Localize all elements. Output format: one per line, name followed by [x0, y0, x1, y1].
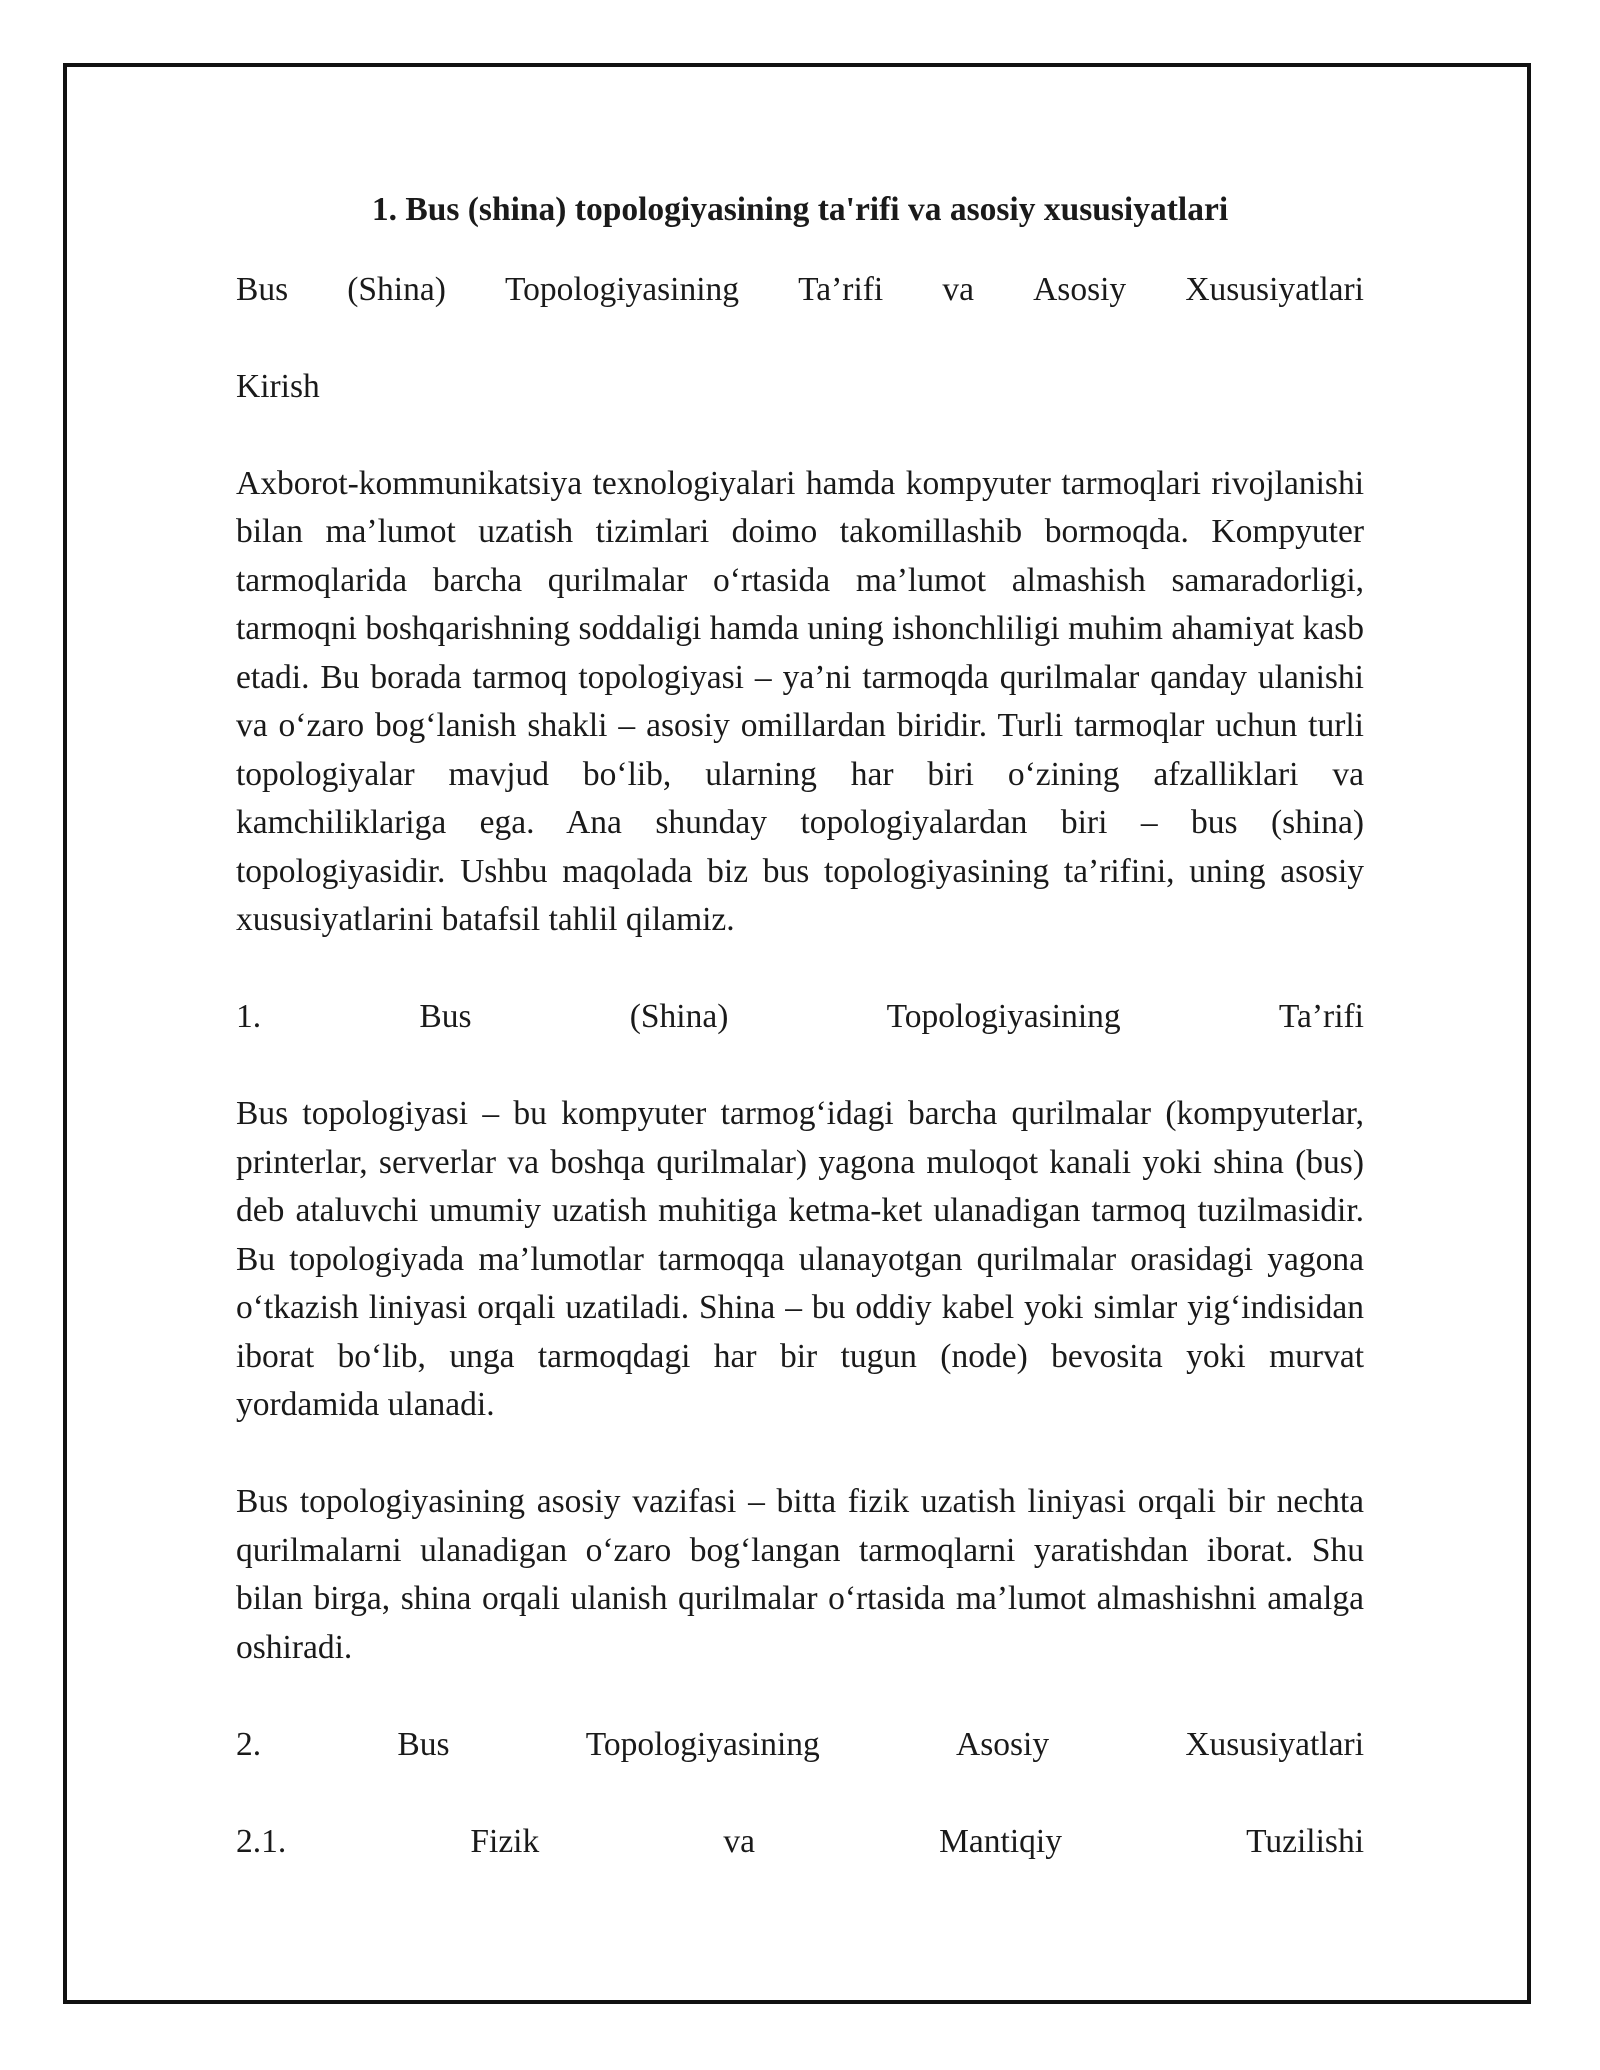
section1-heading-word: 1.	[236, 998, 262, 1035]
section1-paragraph-2: Bus topologiyasining asosiy vazifasi – bitta fizik uzatish liniyasi orqali bir nechta qurilmalarni ulanadigan o‘zaro bog‘langan tarmoqlarni yaratishdan iborat. Shu bilan birga, shina orqali ulanish qurilmalar o‘rtasida ma’lumot almashishni amalga oshiradi.	[236, 1483, 1364, 1666]
intro-paragraph: Axborot-kommunikatsiya texnologiyalari hamda kompyuter tarmoqlari rivojlanishi bilan ma’lumot uzatish tizimlari doimo takomillashib bormoqda. Kompyuter tarmoqlarida barcha qurilmalar o‘rtasida ma’lumot almashish samaradorligi, tarmoqni boshqarishning soddaligi hamda uning ishonchliligi muhim ahamiyat kasb etadi. Bu borada tarmoq topologiyasi – ya’ni tarmoqda qurilmalar qanday ulanishi va o‘zaro bog‘lanish shakli – asosiy omillardan biridir. Turli tarmoqlar uchun turli topologiyalar mavjud bo‘lib, ularning har biri o‘zining afzalliklari va kamchiliklariga ega. Ana shunday topologiyalardan biri – bus (shina) topologiyasidir. Ushbu maqolada biz bus topologiyasining ta’rifini, uning asosiy xususiyatlarini batafsil tahlil qilamiz.	[236, 464, 1364, 938]
section1-heading-word: (Shina)	[629, 998, 729, 1035]
subtitle-word: (Shina)	[347, 270, 446, 308]
subtitle-line	[236, 266, 1364, 315]
section2-heading-word: 2.	[236, 1725, 262, 1763]
section2-heading-word: Asosiy	[956, 1725, 1050, 1763]
section21-heading-word: Mantiqiy	[939, 1822, 1062, 1860]
section2-heading-word: Bus	[397, 1725, 450, 1763]
section2-heading-word: Topologiyasining	[585, 1725, 820, 1763]
section21-heading	[236, 1818, 1364, 1867]
subtitle-word: va	[942, 270, 974, 308]
subtitle-word: Bus	[236, 270, 289, 308]
intro-heading: Kirish	[236, 367, 320, 405]
document-body	[236, 186, 1364, 1915]
section1-heading-word: Bus	[419, 998, 472, 1035]
subtitle-word: Ta’rifi	[798, 270, 884, 308]
section1-heading-word: Ta’rifi	[1278, 998, 1364, 1035]
subtitle-word: Topologiyasining	[505, 270, 740, 308]
document-title: 1. Bus (shina) topologiyasining ta'rifi va asosiy xususiyatlari	[371, 191, 1229, 228]
section2-heading	[236, 1721, 1364, 1770]
section1-paragraph-1: Bus topologiyasi – bu kompyuter tarmog‘idagi barcha qurilmalar (kompyuterlar, printerlar, serverlar va boshqa qurilmalar) yagona muloqot kanali yoki shina (bus) deb ataluvchi umumiy uzatish muhitiga ketma-ket ulanadigan tarmoq tuzilmasidir. Bu topologiyada ma’lumotlar tarmoqqa ulanayotgan qurilmalar orasidagi yagona o‘tkazish liniyasi orqali uzatiladi. Shina – bu oddiy kabel yoki simlar yig‘indisidan iborat bo‘lib, unga tarmoqdagi har bir tugun (node) bevosita yoki murvat yordamida ulanadi.	[236, 1095, 1364, 1423]
subtitle-word: Asosiy	[1033, 270, 1127, 308]
section1-heading	[236, 993, 1364, 1042]
section21-heading-word: Tuzilishi	[1246, 1822, 1364, 1860]
section21-heading-word: Fizik	[470, 1822, 540, 1860]
section2-heading-word: Xususiyatlari	[1185, 1725, 1364, 1763]
section21-heading-word: va	[723, 1822, 755, 1860]
section1-heading-word: Topologiyasining	[886, 998, 1121, 1035]
section21-heading-word: 2.1.	[236, 1822, 287, 1860]
subtitle-word: Xususiyatlari	[1185, 270, 1364, 308]
